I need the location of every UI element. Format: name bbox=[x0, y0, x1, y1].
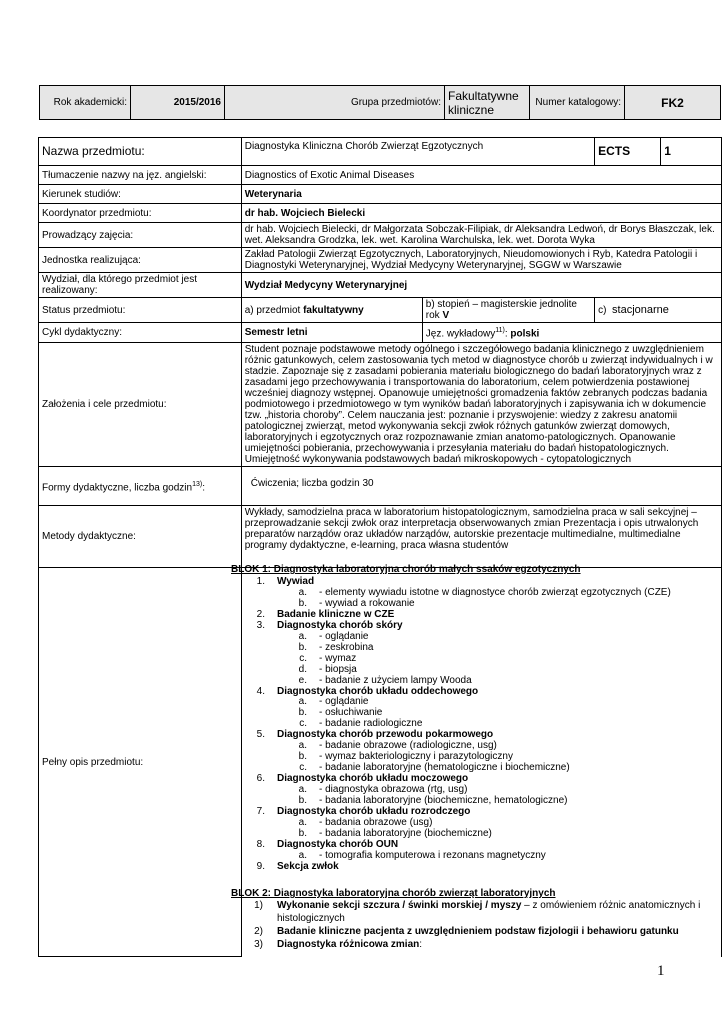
blok1-item: - wywiad a rokowanie bbox=[319, 597, 415, 609]
blok2-item1: Wykonanie sekcji szczura / świnki morskiej / myszy – z omówieniem różnic anatomicznych i bbox=[277, 900, 701, 911]
ects-value: 1 bbox=[661, 138, 722, 166]
metody-label: Metody dydaktyczne: bbox=[39, 506, 242, 568]
blok1-item-num: a. bbox=[298, 740, 307, 752]
koord-value: dr hab. Wojciech Bielecki bbox=[241, 204, 721, 223]
blok1-item: - badanie radiologiczne bbox=[319, 718, 423, 730]
numer-label: Numer katalogowy: bbox=[530, 86, 625, 120]
blok1-item: Badanie kliniczne w CZE bbox=[277, 608, 395, 620]
blok1-item: - wymaz bbox=[319, 652, 357, 664]
blok1-item: Wywiad bbox=[277, 576, 315, 587]
grupa-label: Grupa przedmiotów: bbox=[225, 86, 445, 120]
blok2-item1-num: 1) bbox=[254, 900, 263, 911]
zal-label: Założenia i cele przedmiotu: bbox=[39, 343, 242, 467]
blok1-item-num: 3. bbox=[256, 619, 265, 631]
jezyk: Jęz. wykładowy$^{11)}$: polski bbox=[422, 323, 721, 343]
tlum-value: Diagnostics of Exotic Animal Diseases bbox=[241, 166, 721, 185]
blok1-item: - elementy wywiadu istotne w diagnostyce chorób zwierząt egzotycznych (CZE) bbox=[319, 586, 671, 598]
blok1-item-num: b. bbox=[298, 827, 307, 839]
blok1-item: - badanie z użyciem lampy Wooda bbox=[319, 674, 472, 686]
grupa-value: Fakultatywne kliniczne bbox=[445, 86, 530, 120]
blok2-item3-num: 3) bbox=[254, 939, 263, 950]
blok1-title: BLOK 1: Diagnostyka laboratoryjna chorób małych ssaków egzotycznych bbox=[231, 564, 581, 575]
blok1-item-num: b. bbox=[298, 751, 307, 763]
status-c: c) stacjonarne bbox=[595, 298, 722, 323]
blok2-title: BLOK 2: Diagnostyka laboratoryjna chorób zwierząt laboratoryjnych bbox=[231, 888, 556, 899]
cykl-label: Cykl dydaktyczny: bbox=[39, 323, 242, 343]
blok2-item2-num: 2) bbox=[254, 926, 263, 937]
blok1-item-num: 7. bbox=[256, 805, 265, 817]
blok1-item-num: e. bbox=[298, 674, 307, 686]
prow-label: Prowadzący zajęcia: bbox=[39, 223, 242, 248]
blok1-item: - badania laboratoryjne (biochemiczne, hematologiczne) bbox=[319, 795, 568, 806]
kierunek-value: Weterynaria bbox=[241, 185, 721, 204]
jedn-value: Zakład Patologii Zwierząt Egzotycznych, Laboratoryjnych, Nieudomowionych i Ryb, Katedra Patologii i Diagnostyki Weterynaryjnej, Wydział Medycyny Weterynaryjnej, SGGW w Warszawie bbox=[241, 248, 721, 273]
nazwa-label: Nazwa przedmiotu: bbox=[39, 138, 242, 166]
blok1-item-num: c. bbox=[299, 762, 307, 774]
wydz-value: Wydział Medycyny Weterynaryjnej bbox=[241, 273, 721, 298]
metody-value: Wykłady, samodzielna praca w laboratorium histopatologicznym, samodzielna praca w sali sekcyjnej – przeprowadzanie sekcji zwłok oraz interpretacja obserwowanych zmian Prezentacja i opis utrwalonych preparatów narządów oraz układów narządów, autorskie prezentacje multimedialne, multimedialne programy dydaktyczne, e-learning, praca własna studentów bbox=[241, 506, 721, 568]
blok1-item: Diagnostyka chorób układu moczowego bbox=[277, 773, 469, 785]
cykl-value: Semestr letni bbox=[241, 323, 422, 343]
blok1-item-num: a. bbox=[298, 849, 307, 861]
blok1-item-num: b. bbox=[298, 597, 307, 609]
blok2-item1-cont: histologicznych bbox=[277, 913, 345, 924]
blok1-item-num: 5. bbox=[256, 729, 265, 741]
blok1-item-num: 6. bbox=[256, 773, 265, 785]
blok2-item2: Badanie kliniczne pacjenta z uwzględnieniem podstaw fizjologii i behawioru gatunku bbox=[277, 926, 679, 937]
blok1-item-num: c. bbox=[299, 652, 307, 664]
blok1-item: Diagnostyka chorób OUN bbox=[277, 838, 399, 850]
blok1-item: - tomografia komputerowa i rezonans magnetyczny bbox=[319, 849, 546, 861]
blok1-item: - badanie obrazowe (radiologiczne, usg) bbox=[319, 740, 497, 752]
blok1-item: - badania laboratoryjne (biochemiczne) bbox=[319, 827, 492, 839]
blok1-item: - badanie laboratoryjne (hematologiczne i biochemiczne) bbox=[319, 762, 570, 774]
blok1-item: - wymaz bakteriologiczny i parazytologiczny bbox=[319, 751, 513, 763]
blok1-item-num: a. bbox=[298, 630, 307, 642]
status-b: b) stopień – magisterskie jednolite rok V bbox=[422, 298, 594, 323]
opis-label: Pełny opis przedmiotu: bbox=[39, 568, 242, 957]
blok1-item: - zeskrobina bbox=[319, 641, 374, 653]
status-a: a) przedmiot fakultatywny bbox=[241, 298, 422, 323]
blok2-item3: Diagnostyka różnicowa zmian: bbox=[277, 939, 423, 950]
blok1-item-num: 9. bbox=[256, 860, 265, 872]
status-label: Status przedmiotu: bbox=[39, 298, 242, 323]
blok1-item-num: a. bbox=[298, 784, 307, 796]
kierunek-label: Kierunek studiów: bbox=[39, 185, 242, 204]
blok1-item-num: b. bbox=[298, 707, 307, 719]
blok1-item: - oglądanie bbox=[319, 630, 369, 642]
blok1-item: - diagnostyka obrazowa (rtg, usg) bbox=[319, 784, 468, 796]
header-table bbox=[39, 85, 721, 120]
blok1-item: Sekcja zwłok bbox=[277, 860, 339, 872]
tlum-label: Tłumaczenie nazwy na jęz. angielski: bbox=[39, 166, 242, 185]
blok1-item-num: 4. bbox=[256, 685, 265, 697]
blok1-item: - badania obrazowe (usg) bbox=[319, 816, 433, 828]
nazwa-value: Diagnostyka Kliniczna Chorób Zwierząt Egzotycznych bbox=[241, 138, 594, 166]
wydz-label: Wydział, dla którego przedmiot jest realizowany: bbox=[39, 273, 242, 298]
rok-value: 2015/2016 bbox=[131, 86, 225, 120]
blok1-item: - osłuchiwanie bbox=[319, 707, 383, 719]
prow-value: dr hab. Wojciech Bielecki, dr Małgorzata Sobczak-Filipiak, dr Aleksandra Ledwoń, dr Borys Błaszczak, lek. wet. Aleksandra Grodzka, lek. wet. Karolina Warchulska, lek. wet. Dorota Wyka bbox=[241, 223, 721, 248]
formy-value: Ćwiczenia; liczba godzin 30 bbox=[241, 467, 721, 506]
blok1-item: Diagnostyka chorób skóry bbox=[277, 619, 403, 631]
blok1-item-num: 1. bbox=[256, 576, 265, 587]
blok1-item-num: c. bbox=[299, 718, 307, 730]
blok1-item: Diagnostyka chorób układu oddechowego bbox=[277, 685, 479, 697]
blok1-item: Diagnostyka chorób przewodu pokarmowego bbox=[277, 729, 494, 741]
zal-value: Student poznaje podstawowe metody ogólnego i szczegółowego badania klinicznego z uwzględnieniem różnic gatunkowych, celem zastosowania tych metod w diagnostyce chorób u zwierząt indywidualnych i w stadzie. Zapoznaje się z zasadami pobierania materiału biologicznego do badań laboratoryjnych wraz z zasadami jego przechowywania i transportowania do laboratorium, celem potwierdzenia postawionej wcześniej diagnozy wstępnej. Opanowuje umiejętności gromadzenia faktów zebranych podczas badania podmiotowego i przedmiotowego w tym wyników badań laboratoryjnych i zapisywania ich w dokumencie tzw. „historia choroby”. Celem nauczania jest: poznanie i przyswojenie: wiedzy z zakresu anatomii patologicznej zwierząt, metod wykonywania sekcji zwłok różnych gatunków zwierząt domowych, laboratoryjnych i egzotycznych oraz rozpoznawanie zmian anatomo-patologicznych. Opanowanie umiejętności pobierania, przechowywania i przesyłania materiału do badań histopatologicznych. Umiejętność wykonywania podstawowych badań mikroskopowych - cytopatologicznych bbox=[241, 343, 721, 467]
blok1-item-num: a. bbox=[298, 816, 307, 828]
ects-label: ECTS bbox=[595, 138, 661, 166]
koord-label: Koordynator przedmiotu: bbox=[39, 204, 242, 223]
blok1-item-num: a. bbox=[298, 586, 307, 598]
blok1-item-num: a. bbox=[298, 696, 307, 708]
blok1-item: - oglądanie bbox=[319, 696, 369, 708]
blok1-item-num: b. bbox=[298, 641, 307, 653]
blok1-item-num: 8. bbox=[256, 838, 265, 850]
blok1-item-num: 2. bbox=[256, 608, 265, 620]
blok1-item: Diagnostyka chorób układu rozrodczego bbox=[277, 805, 471, 817]
blok1-item-num: d. bbox=[298, 663, 307, 675]
formy-label: Formy dydaktyczne, liczba godzin$^{13)}$: bbox=[39, 467, 242, 506]
numer-value: FK2 bbox=[625, 86, 721, 120]
jedn-label: Jednostka realizująca: bbox=[39, 248, 242, 273]
rok-label: Rok akademicki: bbox=[40, 86, 131, 120]
blok1-item: - biopsja bbox=[319, 663, 357, 675]
blok1-item-num: b. bbox=[298, 795, 307, 806]
page-number: 1 bbox=[657, 963, 665, 979]
